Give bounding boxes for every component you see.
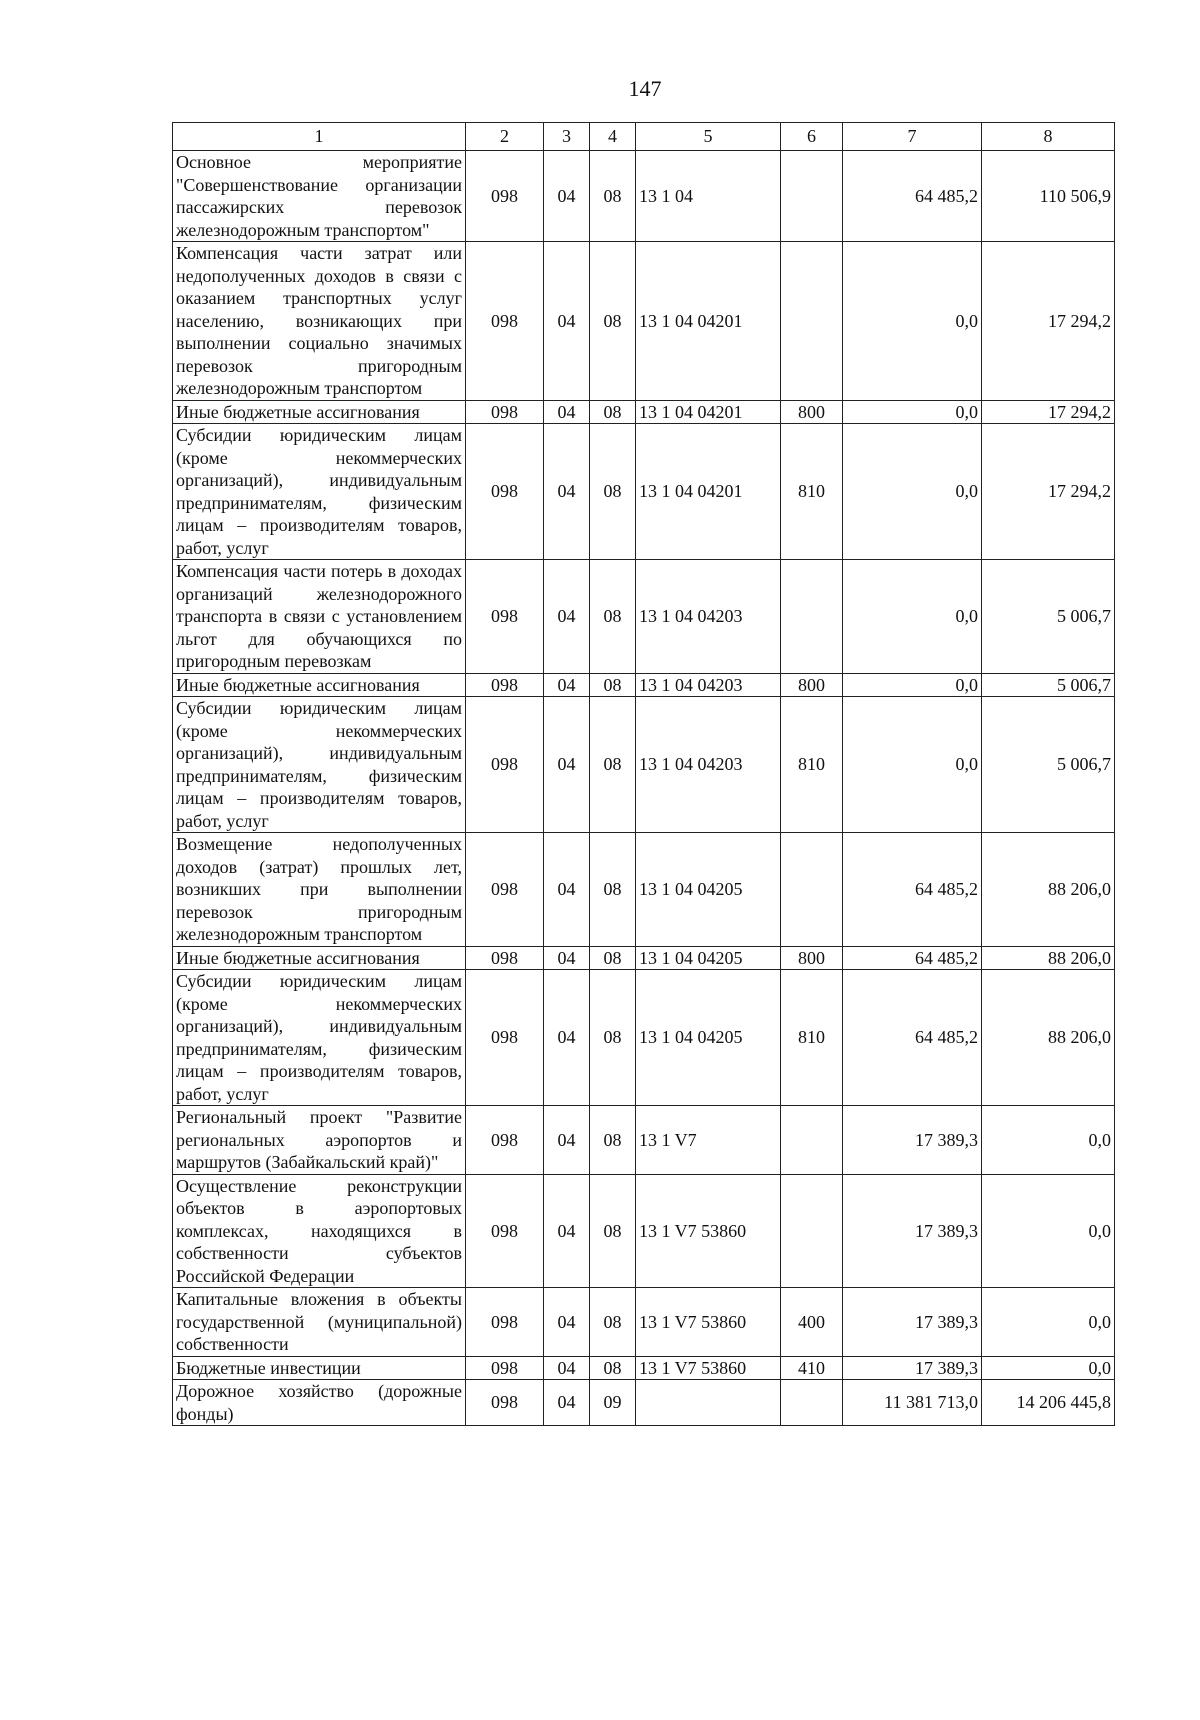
row-target-article: 13 1 V7 53860 (636, 1356, 781, 1380)
row-grbs: 098 (466, 1288, 544, 1357)
row-amount-2: 5 006,7 (982, 673, 1115, 697)
row-section: 04 (544, 697, 590, 833)
row-target-article: 13 1 V7 53860 (636, 1174, 781, 1288)
row-grbs: 098 (466, 560, 544, 674)
row-section: 04 (544, 970, 590, 1106)
row-section: 04 (544, 1106, 590, 1175)
table-row (173, 400, 1115, 424)
row-expense-type (781, 833, 843, 947)
row-amount-2: 5 006,7 (982, 560, 1115, 674)
row-section: 04 (544, 1380, 590, 1426)
table-row (173, 560, 1115, 674)
header-col-6: 6 (781, 123, 843, 151)
row-amount-2: 0,0 (982, 1288, 1115, 1357)
row-target-article: 13 1 04 04203 (636, 560, 781, 674)
row-amount-2: 0,0 (982, 1174, 1115, 1288)
row-section: 04 (544, 833, 590, 947)
row-name: Иные бюджетные ассигнования (173, 673, 466, 697)
row-subsection: 08 (590, 560, 636, 674)
row-amount-2: 14 206 445,8 (982, 1380, 1115, 1426)
row-section: 04 (544, 1288, 590, 1357)
row-subsection: 08 (590, 1106, 636, 1175)
row-amount-2: 17 294,2 (982, 242, 1115, 401)
row-grbs: 098 (466, 946, 544, 970)
row-amount-1: 0,0 (843, 697, 982, 833)
row-grbs: 098 (466, 833, 544, 947)
row-name: Иные бюджетные ассигнования (173, 400, 466, 424)
row-expense-type (781, 1174, 843, 1288)
row-name: Бюджетные инвестиции (173, 1356, 466, 1380)
header-col-5: 5 (636, 123, 781, 151)
row-target-article: 13 1 V7 (636, 1106, 781, 1175)
row-target-article: 13 1 04 04201 (636, 242, 781, 401)
row-expense-type: 410 (781, 1356, 843, 1380)
row-subsection: 08 (590, 946, 636, 970)
table-row (173, 1106, 1115, 1175)
header-col-4: 4 (590, 123, 636, 151)
row-amount-1: 0,0 (843, 242, 982, 401)
row-amount-1: 0,0 (843, 673, 982, 697)
row-grbs: 098 (466, 424, 544, 560)
row-subsection: 08 (590, 151, 636, 242)
table-row (173, 242, 1115, 401)
table-row (173, 697, 1115, 833)
row-target-article: 13 1 04 (636, 151, 781, 242)
row-expense-type (781, 1380, 843, 1426)
table-row (173, 1174, 1115, 1288)
row-grbs: 098 (466, 1380, 544, 1426)
row-amount-1: 17 389,3 (843, 1356, 982, 1380)
row-expense-type: 810 (781, 697, 843, 833)
row-amount-1: 64 485,2 (843, 833, 982, 947)
header-col-2: 2 (466, 123, 544, 151)
row-amount-2: 110 506,9 (982, 151, 1115, 242)
row-section: 04 (544, 1356, 590, 1380)
row-grbs: 098 (466, 1356, 544, 1380)
row-subsection: 08 (590, 242, 636, 401)
row-section: 04 (544, 242, 590, 401)
row-name: Субсидии юридическим лицам (кроме некоммерческих организаций), индивидуальным предпринимателям, физическим лицам – производителям товаров, работ, услуг (173, 697, 466, 833)
row-target-article (636, 1380, 781, 1426)
row-amount-1: 64 485,2 (843, 151, 982, 242)
row-grbs: 098 (466, 970, 544, 1106)
row-expense-type: 400 (781, 1288, 843, 1357)
row-amount-1: 0,0 (843, 424, 982, 560)
row-section: 04 (544, 400, 590, 424)
row-expense-type (781, 242, 843, 401)
row-amount-1: 0,0 (843, 400, 982, 424)
row-name: Иные бюджетные ассигнования (173, 946, 466, 970)
row-amount-1: 0,0 (843, 560, 982, 674)
row-name: Субсидии юридическим лицам (кроме некоммерческих организаций), индивидуальным предпринимателям, физическим лицам – производителям товаров, работ, услуг (173, 970, 466, 1106)
header-col-1: 1 (173, 123, 466, 151)
table-row (173, 151, 1115, 242)
row-target-article: 13 1 04 04201 (636, 424, 781, 560)
row-section: 04 (544, 151, 590, 242)
row-amount-2: 88 206,0 (982, 970, 1115, 1106)
row-name: Осуществление реконструкции объектов в аэропортовых комплексах, находящихся в собственности субъектов Российской Федерации (173, 1174, 466, 1288)
row-amount-1: 17 389,3 (843, 1106, 982, 1175)
row-name: Возмещение недополученных доходов (затрат) прошлых лет, возникших при выполнении перевозок пригородным железнодорожным транспортом (173, 833, 466, 947)
table-row (173, 1380, 1115, 1426)
table-row (173, 1288, 1115, 1357)
row-section: 04 (544, 1174, 590, 1288)
page-number: 147 (628, 76, 662, 101)
row-target-article: 13 1 04 04201 (636, 400, 781, 424)
table-body (173, 151, 1115, 1426)
row-grbs: 098 (466, 1106, 544, 1175)
row-amount-2: 0,0 (982, 1106, 1115, 1175)
row-expense-type (781, 560, 843, 674)
row-name: Региональный проект "Развитие региональных аэропортов и маршрутов (Забайкальский край)" (173, 1106, 466, 1175)
row-amount-1: 17 389,3 (843, 1174, 982, 1288)
row-subsection: 08 (590, 1174, 636, 1288)
row-name: Основное мероприятие "Совершенствование организации пассажирских перевозок железнодорожным транспортом" (173, 151, 466, 242)
row-subsection: 08 (590, 400, 636, 424)
row-section: 04 (544, 560, 590, 674)
row-expense-type (781, 151, 843, 242)
row-amount-2: 5 006,7 (982, 697, 1115, 833)
row-amount-2: 88 206,0 (982, 946, 1115, 970)
row-grbs: 098 (466, 151, 544, 242)
row-target-article: 13 1 04 04203 (636, 697, 781, 833)
row-name: Капитальные вложения в объекты государственной (муниципальной) собственности (173, 1288, 466, 1357)
row-section: 04 (544, 673, 590, 697)
row-target-article: 13 1 04 04205 (636, 946, 781, 970)
row-expense-type (781, 1106, 843, 1175)
row-expense-type: 810 (781, 970, 843, 1106)
row-amount-1: 11 381 713,0 (843, 1380, 982, 1426)
row-expense-type: 800 (781, 946, 843, 970)
row-subsection: 08 (590, 970, 636, 1106)
table-row (173, 946, 1115, 970)
table-row (173, 833, 1115, 947)
row-subsection: 08 (590, 697, 636, 833)
row-target-article: 13 1 V7 53860 (636, 1288, 781, 1357)
row-amount-2: 17 294,2 (982, 400, 1115, 424)
row-grbs: 098 (466, 242, 544, 401)
row-expense-type: 800 (781, 673, 843, 697)
row-section: 04 (544, 946, 590, 970)
row-amount-2: 0,0 (982, 1356, 1115, 1380)
row-grbs: 098 (466, 673, 544, 697)
table-row (173, 424, 1115, 560)
row-name: Компенсация части потерь в доходах организаций железнодорожного транспорта в связи с установлением льгот для обучающихся по пригородным перевозкам (173, 560, 466, 674)
table-row (173, 1356, 1115, 1380)
row-name: Компенсация части затрат или недополученных доходов в связи с оказанием транспортных услуг населению, возникающих при выполнении социально значимых перевозок пригородным железнодорожным транспортом (173, 242, 466, 401)
row-target-article: 13 1 04 04205 (636, 833, 781, 947)
row-target-article: 13 1 04 04203 (636, 673, 781, 697)
row-expense-type: 800 (781, 400, 843, 424)
row-subsection: 08 (590, 1288, 636, 1357)
row-amount-2: 17 294,2 (982, 424, 1115, 560)
table-row (173, 970, 1115, 1106)
row-name: Субсидии юридическим лицам (кроме некоммерческих организаций), индивидуальным предпринимателям, физическим лицам – производителям товаров, работ, услуг (173, 424, 466, 560)
budget-table (172, 122, 1115, 1426)
row-subsection: 08 (590, 833, 636, 947)
row-amount-1: 64 485,2 (843, 946, 982, 970)
row-subsection: 08 (590, 1356, 636, 1380)
row-amount-2: 88 206,0 (982, 833, 1115, 947)
header-row (173, 123, 1115, 151)
row-section: 04 (544, 424, 590, 560)
header-col-7: 7 (843, 123, 982, 151)
row-grbs: 098 (466, 400, 544, 424)
row-subsection: 08 (590, 424, 636, 560)
row-name: Дорожное хозяйство (дорожные фонды) (173, 1380, 466, 1426)
header-col-8: 8 (982, 123, 1115, 151)
row-subsection: 08 (590, 673, 636, 697)
table-row (173, 673, 1115, 697)
row-target-article: 13 1 04 04205 (636, 970, 781, 1106)
header-col-3: 3 (544, 123, 590, 151)
row-amount-1: 64 485,2 (843, 970, 982, 1106)
row-grbs: 098 (466, 1174, 544, 1288)
row-amount-1: 17 389,3 (843, 1288, 982, 1357)
row-subsection: 09 (590, 1380, 636, 1426)
row-grbs: 098 (466, 697, 544, 833)
row-expense-type: 810 (781, 424, 843, 560)
